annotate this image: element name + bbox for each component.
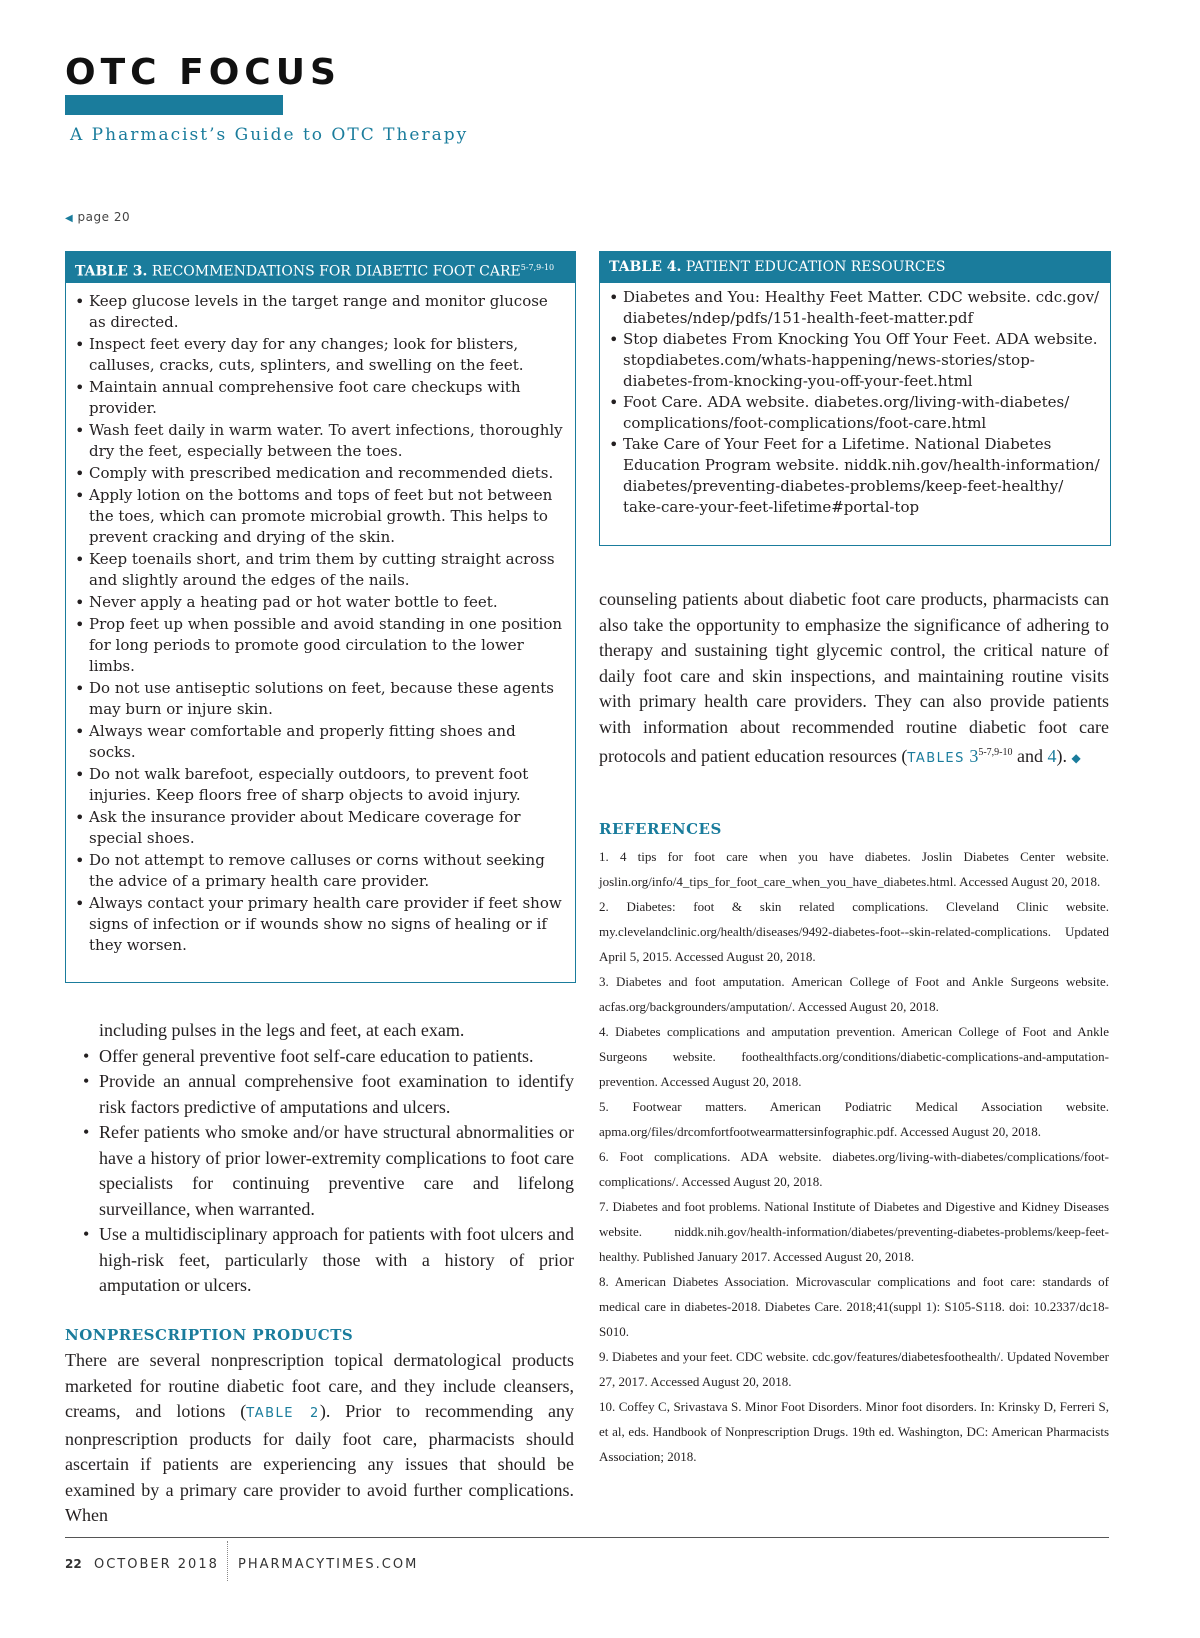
page-number: 22 [65,1557,82,1571]
list-item: • Take Care of Your Feet for a Lifetime. National Diabetes Education Program website. niddk.nih.gov/health-information/ diabetes/preventing-diabetes-problems/keep-feet-healthy/ take-care-your-feet-lifetime#portal-top [600,434,1102,518]
references-list [599,844,1109,1469]
tables-ref-label: TABLES [907,751,965,766]
list-item: • Always contact your primary health care provider if feet show signs of infection or if wounds show no signs of healing or if they worsen. [66,893,565,956]
list-item: • Apply lotion on the bottoms and tops of feet but not between the toes, which can promote microbial growth. This helps to prevent cracking and drying of the skin. [66,485,565,548]
list-item: • Do not attempt to remove calluses or corns without seeking the advice of a primary health care provider. [66,850,565,892]
list-item: • Do not walk barefoot, especially outdoors, to prevent foot injuries. Keep floors free of sharp objects to avoid injury. [66,764,565,806]
issue-date: OCTOBER 2018 [94,1557,219,1572]
table-3-title: RECOMMENDATIONS FOR DIABETIC FOOT CARE [151,263,521,280]
reference-item: 1. 4 tips for foot care when you have diabetes. Joslin Diabetes Center website. joslin.org/info/4_tips_for_foot_care_when_you_have_diabetes.html. Accessed August 20, 2018. [599,849,1109,889]
body-text: counseling patients about diabetic foot care products, pharmacists can also take the opportunity to emphasize the significance of adhering to therapy and sustaining tight glycemic control, the critical nature of daily foot care and skin inspections, and maintaining routine visits with primary health care providers. They can also provide patients with information about recommended routine diabetic foot care protocols and patient education resources ( [599,589,1109,766]
left-column-bullets [65,1018,574,1299]
section-title: OTC FOCUS [65,52,341,93]
table-2-link[interactable]: TABLE 2 [246,1406,320,1421]
table-4-title: PATIENT EDUCATION RESOURCES [685,259,946,275]
list-item: • Wash feet daily in warm water. To avert infections, thoroughly dry the feet, especially between the toes. [66,420,565,462]
footer-divider [65,1537,1109,1538]
reference-item: 4. Diabetes complications and amputation prevention. American College of Foot and Ankle Surgeons website. foothealthfacts.org/conditions/diabetic-complications-and-amputation-prevention. Accessed August 20, 2018. [599,1024,1109,1089]
list-item: • Do not use antiseptic solutions on feet, because these agents may burn or injure skin. [66,678,565,720]
list-item: • Diabetes and You: Healthy Feet Matter. CDC website. cdc.gov/ diabetes/ndep/pdfs/151-health-feet-matter.pdf [600,287,1102,329]
list-item: • Always wear comfortable and properly fitting shoes and socks. [66,721,565,763]
list-item: • Keep glucose levels in the target range and monitor glucose as directed. [66,291,565,333]
site-link[interactable]: PHARMACYTIMES.COM [238,1557,419,1572]
list-item: • Offer general preventive foot self-care education to patients. [65,1044,574,1070]
page-ref-label: page 20 [77,210,131,224]
continued-from-link[interactable] [65,210,130,224]
left-triangle-icon: ◀ [65,213,74,224]
list-item: • Stop diabetes From Knocking You Off Your Feet. ADA website. stopdiabetes.com/whats-happening/news-stories/stop-diabetes-from-knocking-you-off-your-feet.html [600,329,1102,392]
table-3-link[interactable]: 3 [969,746,979,766]
nonprescription-body [65,1348,574,1529]
list-item: • Never apply a heating pad or hot water bottle to feet. [66,592,565,613]
reference-item: 2. Diabetes: foot & skin related complications. Cleveland Clinic website. my.clevelandclinic.org/health/diseases/9492-diabetes-foot--skin-related-complications. Updated April 5, 2015. Accessed August 20, 2018. [599,899,1109,964]
table-3-header [66,252,575,283]
table-3-list [66,283,575,956]
reference-item: 10. Coffey C, Srivastava S. Minor Foot Disorders. Minor foot disorders. In: Krinsky D, Ferreri S, et al, eds. Handbook of Nonprescription Drugs. 19th ed. Washington, DC: American Pharmacists Association; 2018. [599,1399,1109,1464]
list-item: • Provide an annual comprehensive foot examination to identify risk factors predictive of amputations and ulcers. [65,1069,574,1120]
list-item: • Ask the insurance provider about Medicare coverage for special shoes. [66,807,565,849]
footer-separator [227,1541,228,1581]
section-subtitle: A Pharmacist’s Guide to OTC Therapy [70,125,469,145]
reference-item: 3. Diabetes and foot amputation. American College of Foot and Ankle Surgeons website. acfas.org/backgrounders/amputation/. Accessed August 20, 2018. [599,974,1109,1014]
nonprescription-heading: NONPRESCRIPTION PRODUCTS [65,1326,354,1344]
tables-ref-sup: 5-7,9-10 [978,747,1013,758]
body-text: There are several nonprescription topical dermatological products marketed for routine diabetic foot care, and they include cleansers, creams, and lotions ( [65,1350,574,1421]
table-3-label: TABLE 3. [75,263,148,280]
list-item: • Use a multidisciplinary approach for patients with foot ulcers and high-risk feet, particularly those with a history of prior amputation or ulcers. [65,1222,574,1299]
list-item: • Maintain annual comprehensive foot care checkups with provider. [66,377,565,419]
list-item: • Refer patients who smoke and/or have structural abnormalities or have a history of prior lower-extremity complications to foot care specialists for continuing preventive care and lifelong surveillance, when warranted. [65,1120,574,1222]
continuation-text: including pulses in the legs and feet, at each exam. [99,1020,465,1040]
closing-text: ). [1056,746,1068,766]
list-item: • Inspect feet every day for any changes; look for blisters, calluses, cracks, cuts, splinters, and swelling on the feet. [66,334,565,376]
and-text: and [1012,746,1048,766]
end-diamond-icon: ◆ [1071,751,1081,765]
section-title-bar [65,95,283,115]
table-4-label: TABLE 4. [609,259,682,275]
table-3-sup: 5-7,9-10 [520,263,555,272]
table-4-link[interactable]: 4 [1047,746,1057,766]
table-3-box [65,251,576,983]
reference-item: 9. Diabetes and your feet. CDC website. cdc.gov/features/diabetesfoothealth/. Updated November 27, 2017. Accessed August 20, 2018. [599,1349,1109,1389]
table-4-list [600,283,1110,518]
references-heading: REFERENCES [599,820,722,838]
reference-item: 5. Footwear matters. American Podiatric Medical Association website. apma.org/files/drcomfortfootwearmattersinfographic.pdf. Accessed August 20, 2018. [599,1099,1109,1139]
list-item: • Comply with prescribed medication and recommended diets. [66,463,565,484]
reference-item: 8. American Diabetes Association. Microvascular complications and foot care: standards of medical care in diabetes-2018. Diabetes Care. 2018;41(suppl 1): S105-S118. doi: 10.2337/dc18-S010. [599,1274,1109,1339]
table-4-box [599,251,1111,546]
body-text: ). Prior to recommending any nonprescription products for daily foot care, pharmacists should ascertain if patients are experiencing any issues that should be examined by a primary care provider to avoid further complications. When [65,1401,575,1525]
counseling-body [599,587,1109,772]
list-item: • Keep toenails short, and trim them by cutting straight across and slightly around the edges of the nails. [66,549,565,591]
table-4-header [600,252,1110,283]
list-item: • Foot Care. ADA website. diabetes.org/living-with-diabetes/ complications/foot-complications/foot-care.html [600,392,1102,434]
reference-item: 6. Foot complications. ADA website. diabetes.org/living-with-diabetes/complications/foot-complications/. Accessed August 20, 2018. [599,1149,1109,1189]
reference-item: 7. Diabetes and foot problems. National Institute of Diabetes and Digestive and Kidney Diseases website. niddk.nih.gov/health-information/diabetes/preventing-diabetes-problems/keep-feet-healthy. Published January 2017. Accessed August 20, 2018. [599,1199,1109,1264]
list-item: • Prop feet up when possible and avoid standing in one position for long periods to promote good circulation to the lower limbs. [66,614,565,677]
